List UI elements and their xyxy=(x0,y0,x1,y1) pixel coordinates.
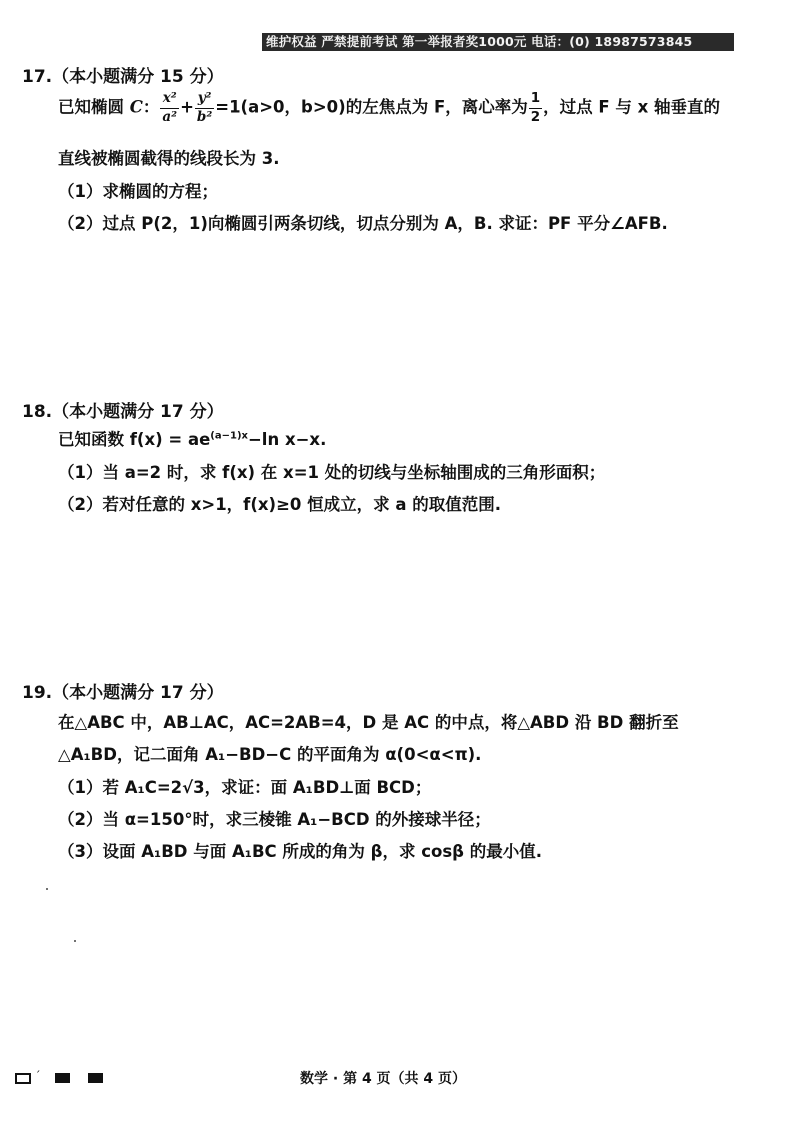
stem-text: =1(a>0，b>0)的左焦点为 F，离心率为 xyxy=(215,97,528,117)
curve-name: C xyxy=(129,97,143,117)
fraction-numerator: 1 xyxy=(529,92,542,109)
stem-text: ，过点 F 与 x 轴垂直的 xyxy=(543,97,721,117)
footer-block-mark xyxy=(88,1073,103,1083)
page-number-label: 数学 · 第 4 页（共 4 页） xyxy=(300,1071,467,1087)
stem-text: −ln x−x. xyxy=(247,430,327,449)
question-19-number-row xyxy=(22,678,224,703)
question-19-part-2: （2）当 α=150°时，求三棱锥 A₁−BCD 的外接球半径； xyxy=(58,810,491,829)
fraction-y2-b2 xyxy=(195,92,214,124)
stem-text: 已知椭圆 xyxy=(58,97,130,117)
question-19-part-3: （3）设面 A₁BD 与面 A₁BC 所成的角为 β，求 cosβ 的最小值. xyxy=(58,842,542,861)
scan-speck xyxy=(46,888,48,890)
question-17-part-2: （2）过点 P(2，1)向椭圆引两条切线，切点分别为 A，B. 求证：PF 平分∠AFB. xyxy=(58,214,668,233)
question-17-stem-line1 xyxy=(58,92,720,124)
footer-box-mark xyxy=(15,1073,31,1084)
question-17-number-row xyxy=(22,62,224,87)
question-18-part-2: （2）若对任意的 x>1，f(x)≥0 恒成立，求 a 的取值范围. xyxy=(58,495,502,514)
question-heading: （本小题满分 17 分） xyxy=(52,402,224,422)
header-watermark: 维护权益 严禁提前考试 第一举报者奖1000元 电话：(0) 18987573845 xyxy=(262,33,734,51)
stem-text: ： xyxy=(142,97,160,117)
fraction-numerator: x² xyxy=(160,92,179,109)
question-number: 17. xyxy=(22,67,53,87)
question-heading: （本小题满分 15 分） xyxy=(52,67,224,87)
scan-speck xyxy=(74,940,76,942)
fraction-numerator: y² xyxy=(195,92,214,109)
question-heading: （本小题满分 17 分） xyxy=(52,683,224,703)
plus-sign: + xyxy=(180,97,194,117)
exponent: (a−1)x xyxy=(210,430,248,442)
footer-block-mark xyxy=(55,1073,70,1083)
question-18-number-row xyxy=(22,397,224,422)
fraction-denominator: 2 xyxy=(530,108,541,125)
question-19-stem-line1: 在△ABC 中，AB⊥AC，AC=2AB=4，D 是 AC 的中点，将△ABD 沿 BD 翻折至 xyxy=(58,713,679,732)
fraction-denominator: b² xyxy=(196,108,213,125)
question-19-part-1: （1）若 A₁C=2√3，求证：面 A₁BD⊥面 BCD； xyxy=(58,778,432,797)
question-18-part-1: （1）当 a=2 时，求 f(x) 在 x=1 处的切线与坐标轴围成的三角形面积； xyxy=(58,463,606,482)
question-18-stem xyxy=(58,426,326,450)
question-17-stem-line2: 直线被椭圆截得的线段长为 3. xyxy=(58,149,280,168)
fraction-denominator: a² xyxy=(162,108,178,125)
stem-text: 已知函数 f(x) = ae xyxy=(58,430,211,449)
question-number: 19. xyxy=(22,683,53,703)
fraction-x2-a2 xyxy=(160,92,179,124)
question-17-part-1: （1）求椭圆的方程； xyxy=(58,182,218,201)
question-number: 18. xyxy=(22,402,53,422)
fraction-one-half xyxy=(529,92,542,124)
footer-tick-mark: ´ xyxy=(35,1069,41,1082)
question-19-stem-line2: △A₁BD，记二面角 A₁−BD−C 的平面角为 α(0<α<π). xyxy=(58,745,482,764)
